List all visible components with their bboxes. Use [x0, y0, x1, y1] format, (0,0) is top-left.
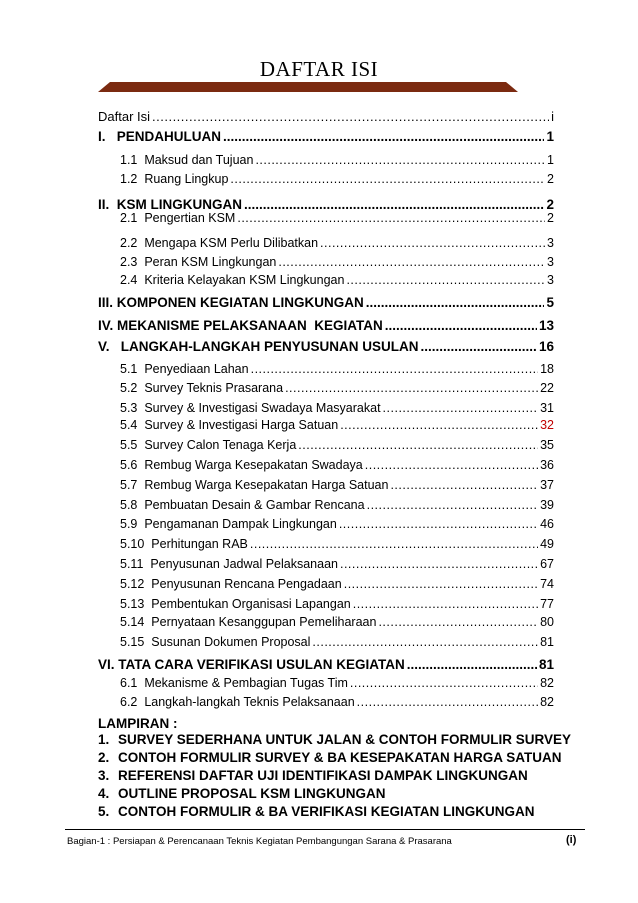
toc-page-number: 22	[540, 381, 554, 395]
toc-page-number: 80	[540, 615, 554, 629]
lampiran-item-text: CONTOH FORMULIR & BA VERIFIKASI KEGIATAN LINGKUNGAN	[118, 804, 535, 819]
toc-row[interactable]	[120, 635, 554, 649]
toc-page-number: 81	[538, 657, 554, 672]
toc-page-number: 1	[546, 129, 554, 144]
toc-row[interactable]	[120, 273, 554, 287]
toc-page-number: 2	[547, 172, 554, 186]
lampiran-item-text: CONTOH FORMULIR SURVEY & BA KESEPAKATAN HARGA SATUAN	[118, 750, 562, 765]
lampiran-item-number: 3.	[98, 768, 110, 783]
lampiran-item-text: OUTLINE PROPOSAL KSM LINGKUNGAN	[118, 786, 386, 801]
toc-page-number: 2	[546, 197, 554, 212]
lampiran-item-number: 5.	[98, 804, 110, 819]
toc-row[interactable]	[120, 676, 554, 690]
toc-page-number: 35	[540, 438, 554, 452]
toc-row[interactable]	[120, 517, 554, 531]
toc-page-number: 3	[547, 236, 554, 250]
toc-chapter-row[interactable]	[98, 295, 554, 310]
toc-row[interactable]	[120, 236, 554, 250]
toc-row[interactable]	[120, 597, 554, 611]
toc-page-number: 16	[538, 339, 554, 354]
lampiran-heading: LAMPIRAN :	[98, 716, 178, 731]
toc-row[interactable]	[120, 557, 554, 571]
toc-page-number: 1	[547, 153, 554, 167]
toc-leader-dots	[407, 657, 537, 672]
toc-leader-dots	[230, 172, 545, 186]
lampiran-item-text: SURVEY SEDERHANA UNTUK JALAN & CONTOH FORMULIR SURVEY	[118, 732, 572, 747]
toc-label: 5.5 Survey Calon Tenaga Kerja	[120, 438, 297, 452]
footer-text: Bagian-1 : Persiapan & Perencanaan Teknis Kegiatan Pembangungan Sarana & Prasarana	[67, 836, 452, 847]
toc-leader-dots	[385, 318, 537, 333]
toc-row[interactable]	[120, 438, 554, 452]
toc-leader-dots	[353, 597, 538, 611]
toc-leader-dots	[285, 381, 538, 395]
toc-label: 5.7 Rembug Warga Kesepakatan Harga Satuan	[120, 478, 389, 492]
toc-label: V. LANGKAH-LANGKAH PENYUSUNAN USULAN	[98, 339, 419, 354]
toc-leader-dots	[278, 255, 545, 269]
toc-label: 2.3 Peran KSM Lingkungan	[120, 255, 277, 269]
toc-label: II. KSM LINGKUNGAN	[98, 197, 242, 212]
toc-leader-dots	[298, 438, 538, 452]
toc-row[interactable]	[120, 615, 554, 629]
toc-leader-dots	[340, 557, 538, 571]
toc-leader-dots	[421, 339, 537, 354]
toc-leader-dots	[344, 577, 538, 591]
toc-label: 5.10 Perhitungan RAB	[120, 537, 248, 551]
toc-page-number: 81	[540, 635, 554, 649]
toc-leader-dots	[339, 517, 538, 531]
toc-row[interactable]	[120, 418, 554, 432]
lampiran-item-text: REFERENSI DAFTAR UJI IDENTIFIKASI DAMPAK LINGKUNGAN	[118, 768, 528, 783]
toc-leader-dots	[383, 401, 539, 415]
toc-row[interactable]	[120, 401, 554, 415]
toc-label: 5.9 Pengamanan Dampak Lingkungan	[120, 517, 337, 531]
toc-leader-dots	[223, 129, 544, 144]
toc-chapter-row[interactable]	[98, 197, 554, 212]
footer-divider	[65, 829, 585, 830]
toc-label: 5.14 Pernyataan Kesanggupan Pemeliharaan	[120, 615, 377, 629]
lampiran-item	[98, 786, 386, 801]
toc-row[interactable]	[120, 537, 554, 551]
toc-leader-dots	[378, 615, 538, 629]
toc-page-number: 18	[540, 362, 554, 376]
toc-label: IV. MEKANISME PELAKSANAAN KEGIATAN	[98, 318, 383, 333]
title-underline-band	[98, 82, 518, 92]
toc-label: 5.4 Survey & Investigasi Harga Satuan	[120, 418, 339, 432]
toc-leader-dots	[390, 478, 538, 492]
lampiran-item	[98, 804, 535, 819]
toc-row[interactable]	[120, 577, 554, 591]
toc-page-number: 67	[540, 557, 554, 571]
toc-chapter-row[interactable]	[98, 339, 554, 354]
toc-label: Daftar Isi	[98, 109, 151, 124]
lampiran-item	[98, 732, 571, 747]
toc-page-number: 74	[540, 577, 554, 591]
toc-label: 2.2 Mengapa KSM Perlu Dilibatkan	[120, 236, 319, 250]
toc-page-number: 32	[540, 418, 554, 432]
toc-leader-dots	[350, 676, 538, 690]
toc-page-number: 13	[538, 318, 554, 333]
toc-page-number: 2	[547, 211, 554, 225]
toc-label: 5.1 Penyediaan Lahan	[120, 362, 249, 376]
toc-label: III. KOMPONEN KEGIATAN LINGKUNGAN	[98, 295, 364, 310]
toc-row[interactable]	[120, 695, 554, 709]
toc-label: 1.2 Ruang Lingkup	[120, 172, 229, 186]
toc-page-number: 49	[540, 537, 554, 551]
toc-row[interactable]	[120, 381, 554, 395]
toc-row[interactable]	[120, 458, 554, 472]
toc-page-number: 82	[540, 676, 554, 690]
toc-page-number: 77	[540, 597, 554, 611]
toc-row[interactable]	[98, 109, 554, 124]
toc-leader-dots	[320, 236, 545, 250]
footer-page-number: (i)	[566, 834, 577, 846]
toc-page-number: 82	[540, 695, 554, 709]
toc-page-number: 5	[546, 295, 554, 310]
lampiran-item	[98, 750, 562, 765]
toc-label: 2.4 Kriteria Kelayakan KSM Lingkungan	[120, 273, 345, 287]
toc-row[interactable]	[120, 153, 554, 167]
toc-chapter-row[interactable]	[98, 657, 554, 672]
toc-label: 5.3 Survey & Investigasi Swadaya Masyarakat	[120, 401, 381, 415]
toc-leader-dots	[340, 418, 538, 432]
toc-leader-dots	[366, 295, 545, 310]
toc-label: 5.11 Penyusunan Jadwal Pelaksanaan	[120, 557, 338, 571]
toc-page-number: i	[551, 109, 554, 124]
toc-label: 5.6 Rembug Warga Kesepakatan Swadaya	[120, 458, 363, 472]
toc-label: 5.15 Susunan Dokumen Proposal	[120, 635, 311, 649]
toc-label: VI. TATA CARA VERIFIKASI USULAN KEGIATAN	[98, 657, 405, 672]
toc-label: 6.2 Langkah-langkah Teknis Pelaksanaan	[120, 695, 355, 709]
toc-row[interactable]	[120, 498, 554, 512]
toc-leader-dots	[237, 211, 545, 225]
toc-label: 2.1 Pengertian KSM	[120, 211, 236, 225]
toc-leader-dots	[365, 458, 538, 472]
toc-label: 5.2 Survey Teknis Prasarana	[120, 381, 284, 395]
toc-row[interactable]	[120, 211, 554, 225]
toc-row[interactable]	[120, 255, 554, 269]
toc-label: 5.13 Pembentukan Organisasi Lapangan	[120, 597, 351, 611]
toc-chapter-row[interactable]	[98, 318, 554, 333]
lampiran-item-number: 1.	[98, 732, 110, 747]
toc-page-number: 31	[540, 401, 554, 415]
toc-page-number: 46	[540, 517, 554, 531]
toc-label: I. PENDAHULUAN	[98, 129, 222, 144]
lampiran-item-number: 4.	[98, 786, 110, 801]
toc-row[interactable]	[120, 478, 554, 492]
page-title: DAFTAR ISI	[259, 57, 379, 81]
toc-page-number: 37	[540, 478, 554, 492]
lampiran-item	[98, 768, 528, 783]
toc-row[interactable]	[120, 362, 554, 376]
toc-leader-dots	[152, 109, 549, 124]
toc-page-number: 36	[540, 458, 554, 472]
toc-page-number: 3	[547, 273, 554, 287]
toc-leader-dots	[367, 498, 539, 512]
toc-page-number: 39	[540, 498, 554, 512]
toc-leader-dots	[250, 537, 538, 551]
toc-leader-dots	[346, 273, 545, 287]
toc-leader-dots	[312, 635, 538, 649]
toc-label: 6.1 Mekanisme & Pembagian Tugas Tim	[120, 676, 348, 690]
toc-leader-dots	[244, 197, 544, 212]
lampiran-item-number: 2.	[98, 750, 110, 765]
toc-page-number: 3	[547, 255, 554, 269]
toc-leader-dots	[251, 362, 539, 376]
toc-label: 5.8 Pembuatan Desain & Gambar Rencana	[120, 498, 365, 512]
toc-label: 5.12 Penyusunan Rencana Pengadaan	[120, 577, 342, 591]
toc-leader-dots	[357, 695, 538, 709]
toc-label: 1.1 Maksud dan Tujuan	[120, 153, 254, 167]
toc-row[interactable]	[120, 172, 554, 186]
toc-leader-dots	[255, 153, 545, 167]
toc-chapter-row[interactable]	[98, 129, 554, 144]
